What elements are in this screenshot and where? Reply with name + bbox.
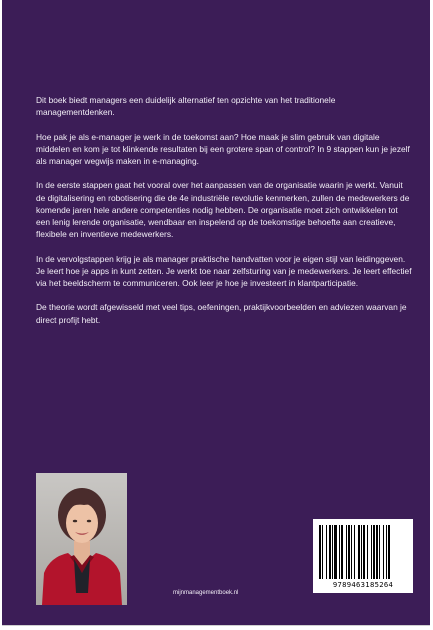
blurb-paragraph: In de eerste stappen gaat het vooral over het aanpassen van de organisatie waarin je werkt. Vanuit de digitalisering en robotisering die de 4e industriële revolutie kenmerken, zullen de medewerkers de komende jaren hele andere competenties nodig hebben. De organisatie moet zich ontwikkelen tot een lenig lerende organisatie, wendbaar en inspelend op de toekomstige behoefte aan creatieve, flexibele en inventieve medewerkers. <box>36 180 410 240</box>
barcode-bar <box>376 525 378 579</box>
barcode-bar <box>379 525 380 579</box>
barcode-bar <box>386 525 387 579</box>
barcode-bar <box>367 525 368 579</box>
barcode-bar <box>322 525 323 579</box>
blurb-paragraph: De theorie wordt afgewisseld met veel tips, oefeningen, praktijkvoorbeelden en adviezen waarvan je direct profijt hebt. <box>36 302 407 325</box>
author-photo <box>36 473 127 605</box>
barcode-bar <box>358 525 360 579</box>
barcode-bar <box>388 525 390 579</box>
blurb-paragraph: Hoe pak je als e-manager je werk in de toekomst aan? Hoe maak je slim gebruik van digitale middelen en kom je tot klinkende resultaten bij een grotere span of control? In 9 stappen kun je jezelf als manager wegwijs maken in e-managing. <box>36 131 410 166</box>
barcode-bar <box>348 525 350 579</box>
barcode-bar <box>341 525 343 579</box>
barcode-bar <box>329 525 331 579</box>
blurb-paragraph: In de vervolgstappen krijg je als manager praktische handvatten voor je eigen stijl van leidinggeven. Je leert hoe je apps in kunt zetten. Je werkt toe naar zelfsturing van je medewerkers. Je leert effectief via het beeldscherm te communiceren. Ook leer je hoe je investeert in klantparticipatie. <box>36 253 412 288</box>
barcode-bar <box>373 525 375 579</box>
barcode-bars <box>318 525 408 579</box>
blurb-paragraph: Dit boek biedt managers een duidelijk alternatief ten opzichte van het traditionele managementdenken. <box>36 95 336 118</box>
barcode-bar <box>354 525 355 579</box>
barcode-bar <box>319 525 321 579</box>
barcode-bar <box>371 525 372 579</box>
isbn-number: 9789463185264 <box>332 580 394 589</box>
barcode-bar <box>339 525 340 579</box>
barcode-bar <box>334 525 337 579</box>
isbn-barcode <box>313 519 413 593</box>
author-portrait-illustration <box>36 473 127 605</box>
barcode-bar <box>326 525 327 579</box>
barcode-bar <box>332 525 333 579</box>
barcode-bar <box>346 525 347 579</box>
barcode-bar <box>383 525 384 579</box>
barcode-bar <box>361 525 362 579</box>
barcode-bar <box>351 525 352 579</box>
barcode-bar <box>363 525 365 579</box>
publisher-url: mijnmanagementboek.nl <box>173 590 239 596</box>
blurb-text <box>36 94 412 338</box>
book-back-cover <box>2 0 430 626</box>
